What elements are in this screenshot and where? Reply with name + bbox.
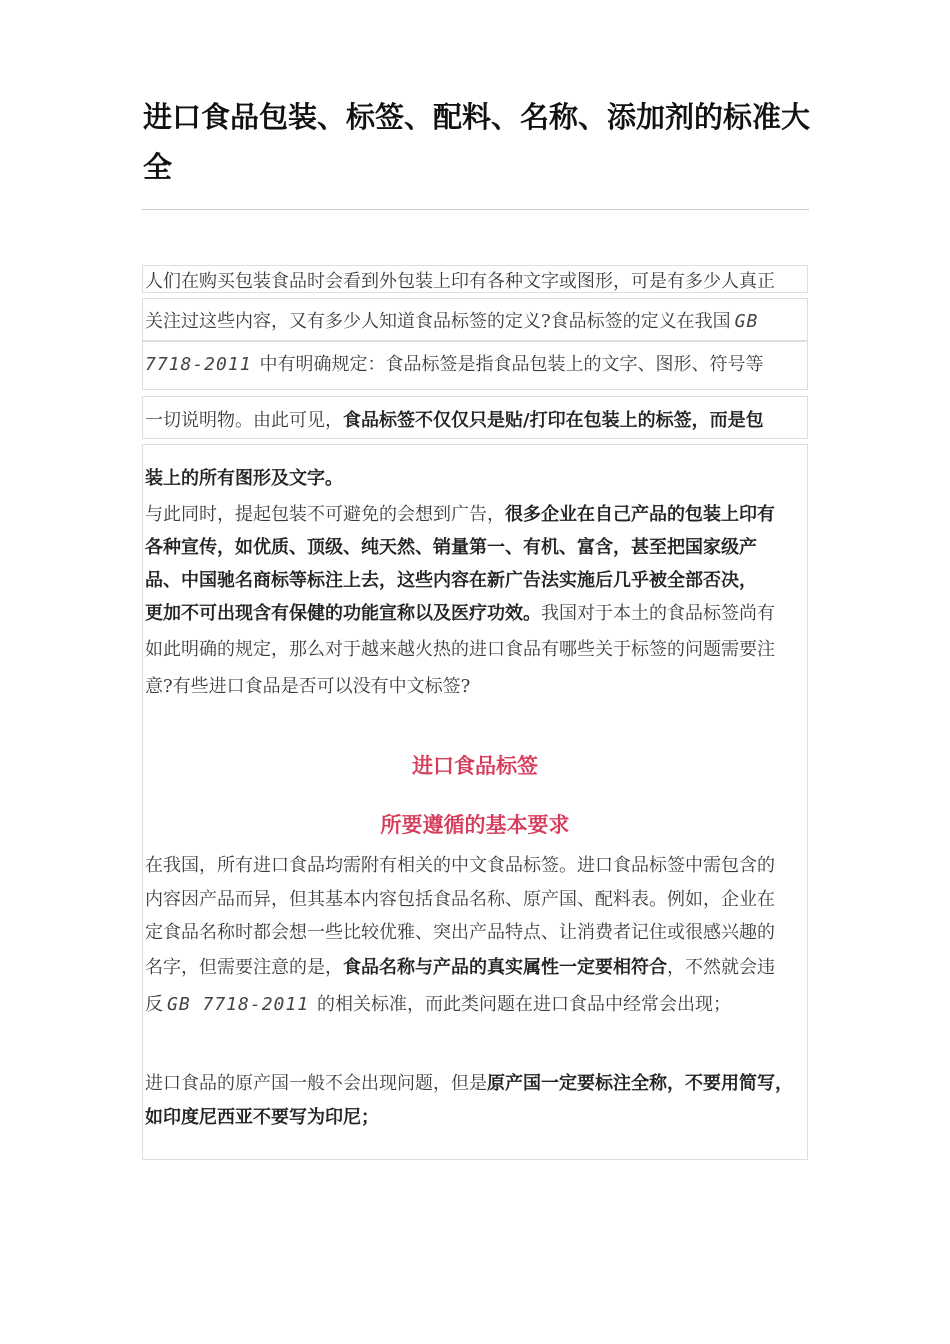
intro-line-1: 人们在购买包装食品时会看到外包装上印有各种文字或图形，可是有多少人真正 [145,271,775,292]
ads-line-6: 意?有些进口食品是否可以没有中文标签? [145,676,471,697]
ads-line-3: 品、中国驰名商标等标注上去，这些内容在新广告法实施后几乎被全部否决， [145,570,757,591]
standard-code: GB 7718-2011 [167,994,310,1015]
ads-line-2: 各种宣传，如优质、顶级、纯天然、销量第一、有机、富含，甚至把国家级产 [145,537,757,558]
standard-code: 7718-2011 [145,354,252,375]
basic-line-2: 内容因产品而异，但其基本内容包括食品名称、原产国、配料表。例如，企业在 [145,889,775,910]
basic-line-3: 定食品名称时都会想一些比较优雅、突出产品特点、让消费者记住或很感兴趣的 [145,922,775,943]
standard-code: GB [734,311,759,332]
intro-line-3: 7718-2011 中有明确规定：食品标签是指食品包装上的文字、图形、符号等 [145,354,764,375]
section-heading-primary: 进口食品标签 [412,754,538,778]
basic-line-1: 在我国，所有进口食品均需附有相关的中文食品标签。进口食品标签中需包含的 [145,855,775,876]
intro-line-4: 一切说明物。由此可见，食品标签不仅仅只是贴/打印在包装上的标签，而是包 [145,410,764,431]
title-divider [142,209,809,210]
origin-line-2: 如印度尼西亚不要写为印尼； [145,1107,379,1128]
intro-line-5: 装上的所有图形及文字。 [145,468,343,489]
origin-line-1: 进口食品的原产国一般不会出现问题，但是原产国一定要标注全称，不要用简写， [145,1073,793,1094]
section-heading-secondary: 所要遵循的基本要求 [380,813,570,837]
ads-line-1: 与此同时，提起包装不可避免的会想到广告，很多企业在自己产品的包装上印有 [145,504,775,525]
intro-line-2: 关注过这些内容，又有多少人知道食品标签的定义?食品标签的定义在我国 GB [145,311,759,332]
basic-line-5: 反 GB 7718-2011 的相关标准，而此类问题在进口食品中经常会出现； [145,994,732,1015]
ads-line-4: 更加不可出现含有保健的功能宣称以及医疗功效。我国对于本土的食品标签尚有 [145,603,775,624]
basic-line-4: 名字，但需要注意的是，食品名称与产品的真实属性一定要相符合，不然就会违 [145,957,775,978]
page-title: 进口食品包装、标签、配料、名称、添加剂的标准大全 [143,100,811,184]
ads-line-5: 如此明确的规定，那么对于越来越火热的进口食品有哪些关于标签的问题需要注 [145,639,775,660]
